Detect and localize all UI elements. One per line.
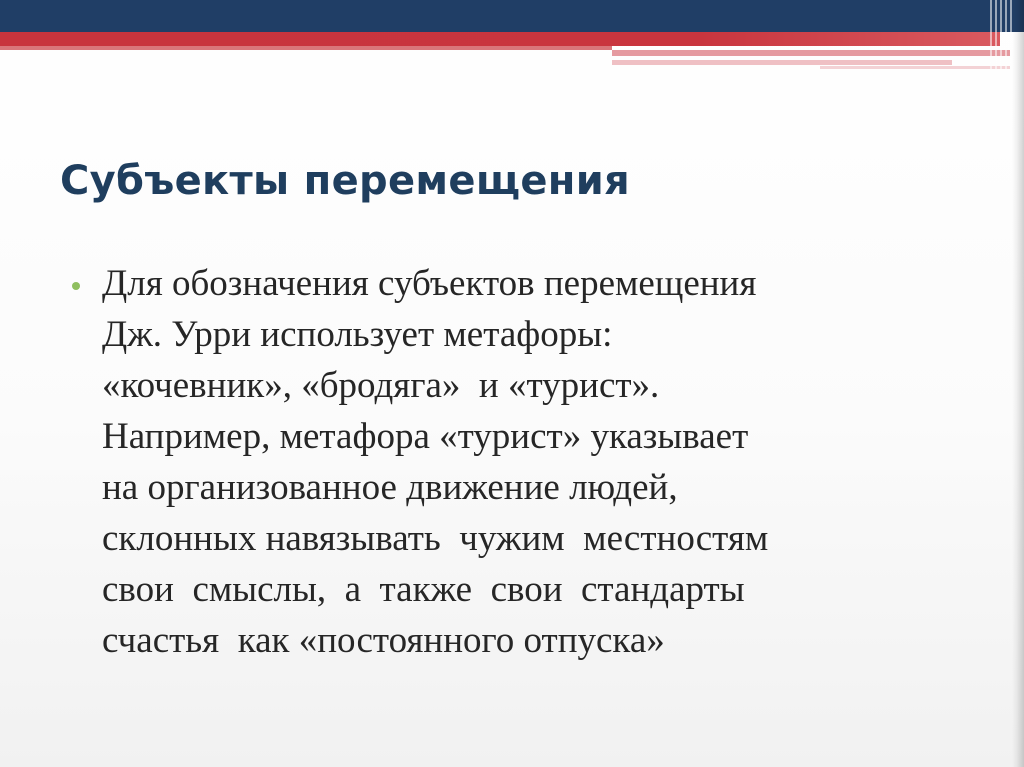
bullet-line: счастья как «постоянного отпуска» — [102, 620, 665, 661]
bullet-line: на организованное движение людей, — [102, 467, 678, 508]
slide-title: Субъекты перемещения — [60, 158, 631, 204]
header-stripes-decoration — [990, 0, 1012, 70]
bullet-text — [102, 258, 972, 666]
bullet-line: Дж. Урри использует метафоры: — [102, 314, 613, 355]
bullet-list — [72, 258, 972, 666]
bullet-line: Например, метафора «турист» указывает — [102, 416, 749, 457]
bullet-line: «кочевник», «бродяга» и «турист». — [102, 365, 660, 406]
header-band-blue — [0, 0, 1024, 32]
header-band-pink-3 — [820, 66, 1010, 69]
bullet-line: склонных навязывать чужим местностям — [102, 518, 769, 559]
header-band-pink-2 — [612, 60, 952, 65]
bullet-dot-icon — [72, 282, 80, 290]
bullet-line: свои смыслы, а также свои стандарты — [102, 569, 745, 610]
bullet-item — [72, 258, 972, 666]
header-band-red-underline — [0, 46, 612, 50]
header-band-pink-1 — [612, 50, 1010, 56]
header-band-red — [0, 32, 1000, 46]
bullet-line: Для обозначения субъектов перемещения — [102, 263, 757, 304]
slide-edge-shadow — [1012, 0, 1024, 767]
